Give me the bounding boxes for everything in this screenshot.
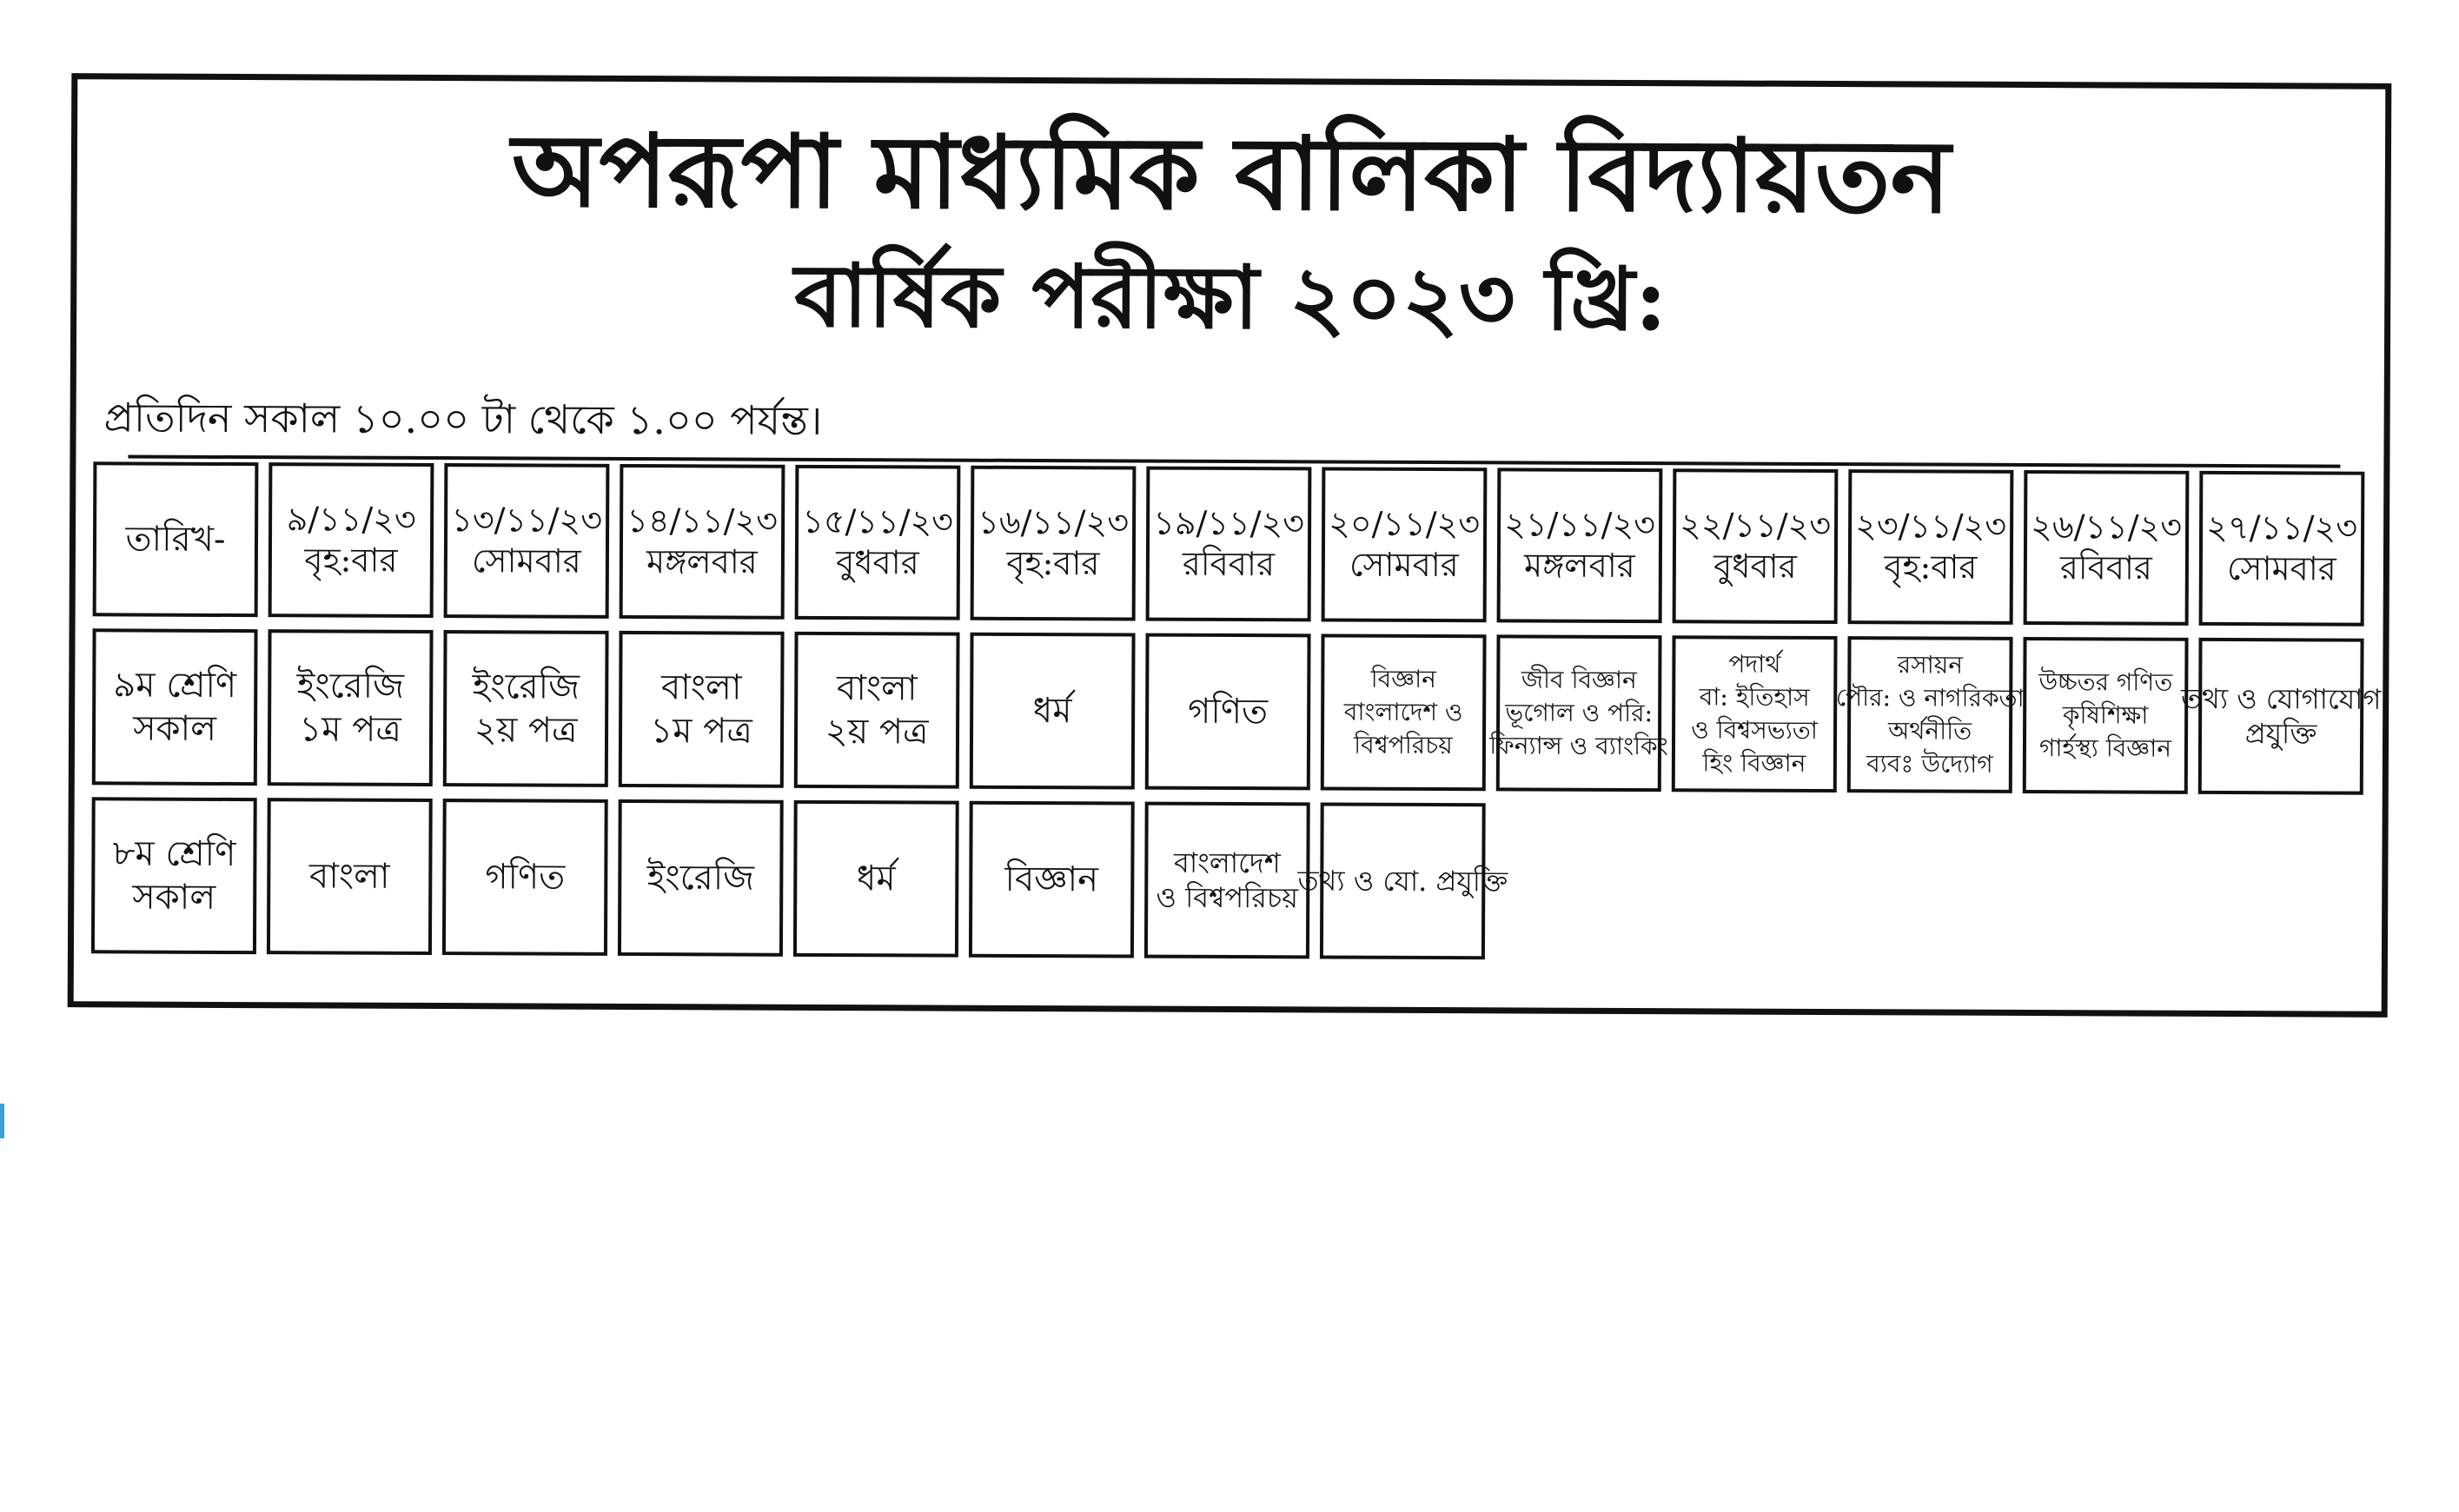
exam-schedule-table: [91, 461, 2382, 975]
exam-weekday: সোমবার: [471, 541, 581, 580]
exam-date: ২১/১১/২৩: [1504, 504, 1656, 544]
subject-line: প্রযুক্তি: [2244, 717, 2317, 751]
subject-line: ভূগোল ও পরি:: [1505, 698, 1654, 728]
date-row: [93, 461, 2362, 626]
subject-line: ২য় পত্র: [474, 710, 578, 751]
class9-label: ৯ম শ্রেণি সকাল: [92, 628, 258, 786]
exam-weekday: বৃহ:বার: [1006, 543, 1100, 583]
subject-line: তথ্য ও যো. প্রযুক্তি: [1297, 864, 1508, 899]
exam-date: ১৪/১১/২৩: [626, 501, 779, 540]
exam-weekday: বুধবার: [1713, 547, 1797, 586]
subject-line: জীব বিজ্ঞান: [1521, 665, 1637, 695]
subject-line: হিং বিজ্ঞান: [1702, 748, 1806, 778]
school-name: অপরূপা মাধ্যমিক বালিকা বিদ্যায়তন: [511, 111, 1952, 236]
exam-date: ৯/১১/২৩: [286, 499, 416, 539]
exam-weekday: বৃহ:বার: [304, 540, 398, 580]
date-cell: [1322, 467, 1488, 622]
subject-line: ইংরেজি: [472, 666, 580, 707]
subject-cell: [618, 799, 784, 957]
exam-weekday: মঙ্গলবার: [646, 542, 758, 581]
subject-cell: [442, 799, 608, 956]
subject-line: ইংরেজি: [646, 858, 755, 899]
date-cell: [620, 464, 785, 620]
subject-line: বাংলা: [660, 667, 742, 708]
class9-row: [92, 628, 2382, 794]
date-cell: [444, 463, 610, 619]
date-cell: [1497, 468, 1663, 623]
exam-date: ১৫/১১/২৩: [802, 501, 954, 541]
subject-cell: [1144, 802, 1310, 959]
subject-cell: [1145, 633, 1311, 791]
subject-line: ইংরেজি: [296, 666, 405, 706]
exam-date: ২৬/১১/২৩: [2031, 507, 2183, 547]
exam-weekday: বুধবার: [836, 543, 919, 582]
subject-cell: [619, 631, 785, 788]
subject-line: ধর্ম: [1032, 691, 1072, 732]
exam-date: ২৭/১১/২৩: [2206, 507, 2358, 547]
subject-line: ধর্ম: [856, 859, 896, 899]
subject-cell: [794, 632, 960, 789]
subject-line: গার্হস্থ্য বিজ্ঞান: [2038, 733, 2172, 763]
subject-line: ১ম পত্র: [299, 709, 401, 750]
subject-cell: [969, 801, 1135, 958]
subject-cell: [793, 800, 959, 958]
date-cell: [2199, 471, 2365, 627]
exam-time-note: প্রতিদিন সকাল ১০.০০ টা থেকে ১.০০ পর্যন্ত।: [103, 394, 823, 444]
subject-cell: [1672, 635, 1838, 792]
subject-cell: [1835, 636, 2025, 793]
class8-label: ৮ম শ্রেণি সকাল: [91, 797, 257, 954]
exam-date: ১৬/১১/২৩: [978, 502, 1130, 541]
subject-line: উচ্চতর গণিত: [2038, 667, 2173, 698]
class8-row: [91, 797, 2360, 963]
subject-cell: [1297, 802, 1508, 959]
date-cell: [2024, 470, 2190, 626]
exam-date: ১৩/১১/২৩: [451, 500, 603, 540]
subject-cell: [2023, 637, 2189, 794]
subject-line: বাংলা: [836, 668, 918, 709]
subject-cell: [268, 629, 434, 786]
exam-weekday: রবিবার: [2059, 548, 2152, 587]
date-row-label: তারিখ-: [93, 461, 259, 617]
date-cell: [1146, 467, 1312, 622]
subject-cell: [1489, 634, 1668, 792]
exam-date: ২০/১১/২৩: [1329, 503, 1481, 543]
exam-date: ১৯/১১/২৩: [1153, 503, 1305, 542]
date-cell: [795, 465, 961, 620]
subject-line: পদার্থ: [1728, 649, 1781, 680]
subject-line: ২য় পত্র: [825, 711, 929, 753]
subject-cell: [2180, 638, 2382, 795]
subject-line: বা: ইতিহাস: [1699, 682, 1810, 713]
subject-line: অর্থনীতি: [1887, 716, 1972, 746]
exam-title: বার্ষিক পরীক্ষা ২০২৩ খ্রি:: [793, 243, 1667, 351]
subject-line: বাংলা: [308, 856, 390, 897]
routine-frame: [68, 73, 2392, 1018]
subject-cell: [443, 630, 609, 787]
subject-line: গণিত: [485, 857, 566, 898]
exam-weekday: সোমবার: [1349, 545, 1459, 585]
date-cell: [268, 462, 434, 618]
subject-line: ব্যবঃ উদ্যোগ: [1866, 748, 1993, 779]
scan-edge-mark: [0, 1104, 4, 1138]
subject-line: বাংলাদেশ: [1174, 846, 1281, 880]
subject-line: পৌর: ও নাগরিকতা: [1835, 683, 2025, 713]
subject-line: বিজ্ঞান: [1004, 859, 1099, 900]
exam-weekday: সোমবার: [2226, 549, 2336, 588]
exam-date: ২২/১১/২৩: [1680, 505, 1832, 545]
subject-line: বিশ্বপরিচয়: [1354, 730, 1453, 760]
date-cell: [1848, 469, 2014, 625]
exam-weekday: মঙ্গলবার: [1523, 546, 1635, 586]
date-cell: [1673, 468, 1839, 624]
subject-line: ফিন্যান্স ও ব্যাংকিং: [1489, 731, 1668, 761]
date-cell: [971, 466, 1137, 621]
subject-line: রসায়ন: [1897, 650, 1964, 680]
subject-line: ও বিশ্বসভ্যতা: [1691, 715, 1818, 745]
subject-line: তথ্য ও যোগাযোগ: [2180, 681, 2382, 716]
subject-line: বাংলাদেশ ও: [1343, 697, 1463, 727]
subject-line: গণিত: [1188, 691, 1269, 733]
subject-cell: [267, 798, 433, 955]
subject-line: ১ম পত্র: [650, 711, 752, 752]
subject-cell: [1321, 633, 1487, 791]
exam-date: ২৩/১১/২৩: [1855, 506, 2007, 546]
subject-line: ও বিশ্বপরিচয়: [1156, 880, 1299, 915]
subject-line: কৃষিশিক্ষা: [2062, 700, 2149, 730]
subject-cell: [970, 633, 1136, 790]
subject-line: বিজ্ঞান: [1370, 665, 1437, 694]
exam-weekday: রবিবার: [1182, 544, 1276, 584]
exam-weekday: বৃহ:বার: [1884, 547, 1978, 587]
